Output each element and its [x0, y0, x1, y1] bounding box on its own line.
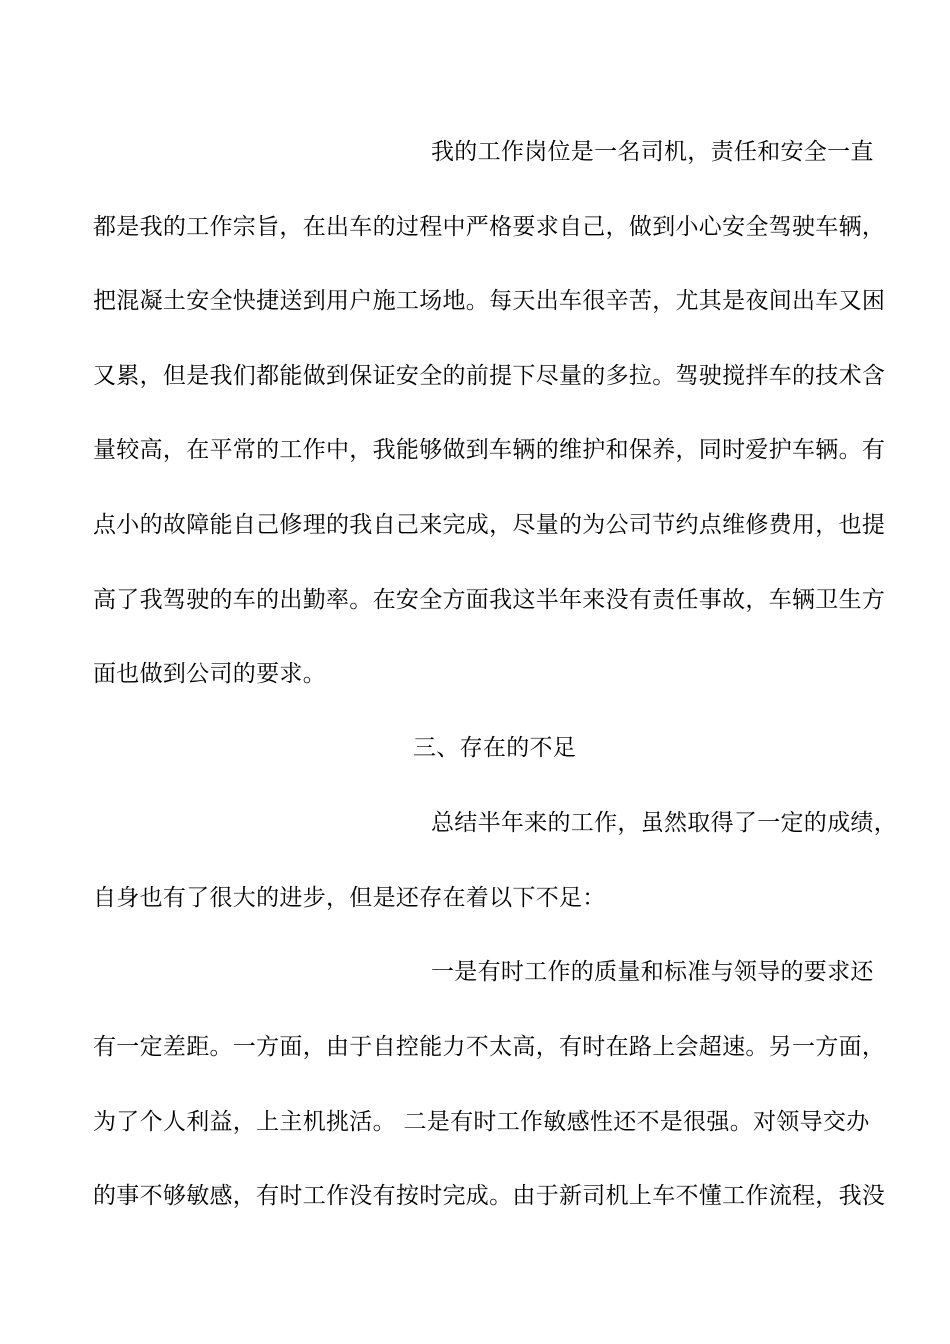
paragraph-line: 点小的故障能自己修理的我自己来完成，尽量的为公司节约点维修费用，也提 — [93, 512, 886, 538]
paragraph-line: 有一定差距。一方面，由于自控能力不太高，有时在路上会超速。另一方面， — [93, 1034, 886, 1060]
paragraph-line: 面也做到公司的要求。 — [93, 661, 326, 687]
paragraph-line: 我的工作岗位是一名司机，责任和安全一直 — [431, 139, 874, 165]
paragraph-line: 的事不够敏感，有时工作没有按时完成。由于新司机上车不懂工作流程，我没 — [93, 1183, 886, 1209]
paragraph-line: 量较高，在平常的工作中，我能够做到车辆的维护和保养，同时爱护车辆。有 — [93, 437, 886, 463]
paragraph-line: 自身也有了很大的进步，但是还存在着以下不足： — [93, 885, 606, 911]
paragraph-line: 又累，但是我们都能做到保证安全的前提下尽量的多拉。驾驶搅拌车的技术含 — [93, 363, 886, 389]
paragraph-line: 一是有时工作的质量和标准与领导的要求还 — [431, 959, 874, 985]
paragraph-line: 为了个人利益，上主机挑活。 二是有时工作敏感性还不是很强。对领导交办 — [93, 1109, 870, 1135]
paragraph-line: 把混凝土安全快捷送到用户施工场地。每天出车很辛苦，尤其是夜间出车又困 — [93, 288, 886, 314]
paragraph-line: 总结半年来的工作，虽然取得了一定的成绩， — [431, 810, 897, 836]
paragraph-line: 高了我驾驶的车的出勤率。在安全方面我这半年来没有责任事故，车辆卫生方 — [93, 587, 886, 613]
paragraph-line: 都是我的工作宗旨，在出车的过程中严格要求自己，做到小心安全驾驶车辆， — [93, 214, 886, 240]
section-heading: 三、存在的不足 — [413, 735, 577, 761]
